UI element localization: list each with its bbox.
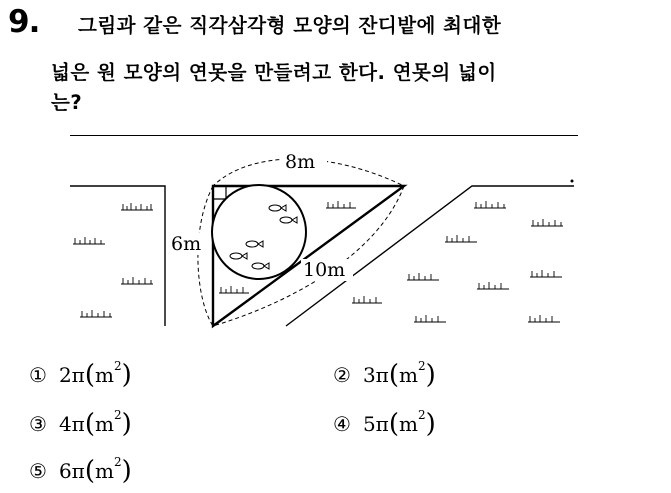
choice-exp: 2 (113, 359, 122, 373)
hypotenuse-label: 10m (303, 259, 346, 281)
left-side-label: 6m (171, 233, 202, 255)
right-lawn-outline (286, 186, 574, 326)
choice-2[interactable]: ② $3\pi(m^2)$ (333, 359, 436, 390)
choice-number: ④ (333, 412, 351, 436)
choice-5[interactable]: ⑤ $6\pi(m^2)$ (29, 455, 132, 486)
choice-coef: 3 (362, 363, 376, 387)
pi-symbol: π (71, 459, 85, 483)
choice-unit: m (94, 412, 114, 436)
choice-3[interactable]: ③ $4\pi(m^2)$ (29, 408, 132, 439)
choice-unit: m (398, 363, 418, 387)
choice-unit: m (94, 363, 114, 387)
choice-exp: 2 (113, 408, 122, 422)
question-number: 9. (8, 4, 40, 40)
choice-exp: 2 (417, 359, 426, 373)
choice-exp: 2 (417, 408, 426, 422)
choice-number: ⑤ (29, 459, 47, 483)
small-dot (571, 180, 574, 183)
choice-4[interactable]: ④ $5\pi(m^2)$ (333, 408, 436, 439)
pi-symbol: π (71, 412, 85, 436)
top-side-label: 8m (285, 151, 316, 173)
question-text-line-3: 는? (51, 91, 83, 114)
choice-number: ① (29, 363, 47, 387)
question-text-line-1: 그림과 같은 직각삼각형 모양의 잔디밭에 최대한 (78, 14, 502, 37)
choice-exp: 2 (113, 455, 122, 469)
pi-symbol: π (375, 363, 389, 387)
choice-coef: 2 (58, 363, 72, 387)
choice-unit: m (398, 412, 418, 436)
choice-1[interactable]: ① $2\pi(m^2)$ (29, 359, 132, 390)
choice-unit: m (94, 459, 114, 483)
choice-coef: 5 (362, 412, 376, 436)
question-text-line-2: 넓은 원 모양의 연못을 만들려고 한다. 연못의 넓이 (51, 61, 497, 84)
choice-coef: 6 (58, 459, 72, 483)
pond-circle (212, 185, 306, 279)
choice-coef: 4 (58, 412, 72, 436)
pi-symbol: π (375, 412, 389, 436)
right-angle-mark (213, 186, 226, 199)
choice-number: ② (333, 363, 351, 387)
pi-symbol: π (71, 363, 85, 387)
choice-number: ③ (29, 412, 47, 436)
